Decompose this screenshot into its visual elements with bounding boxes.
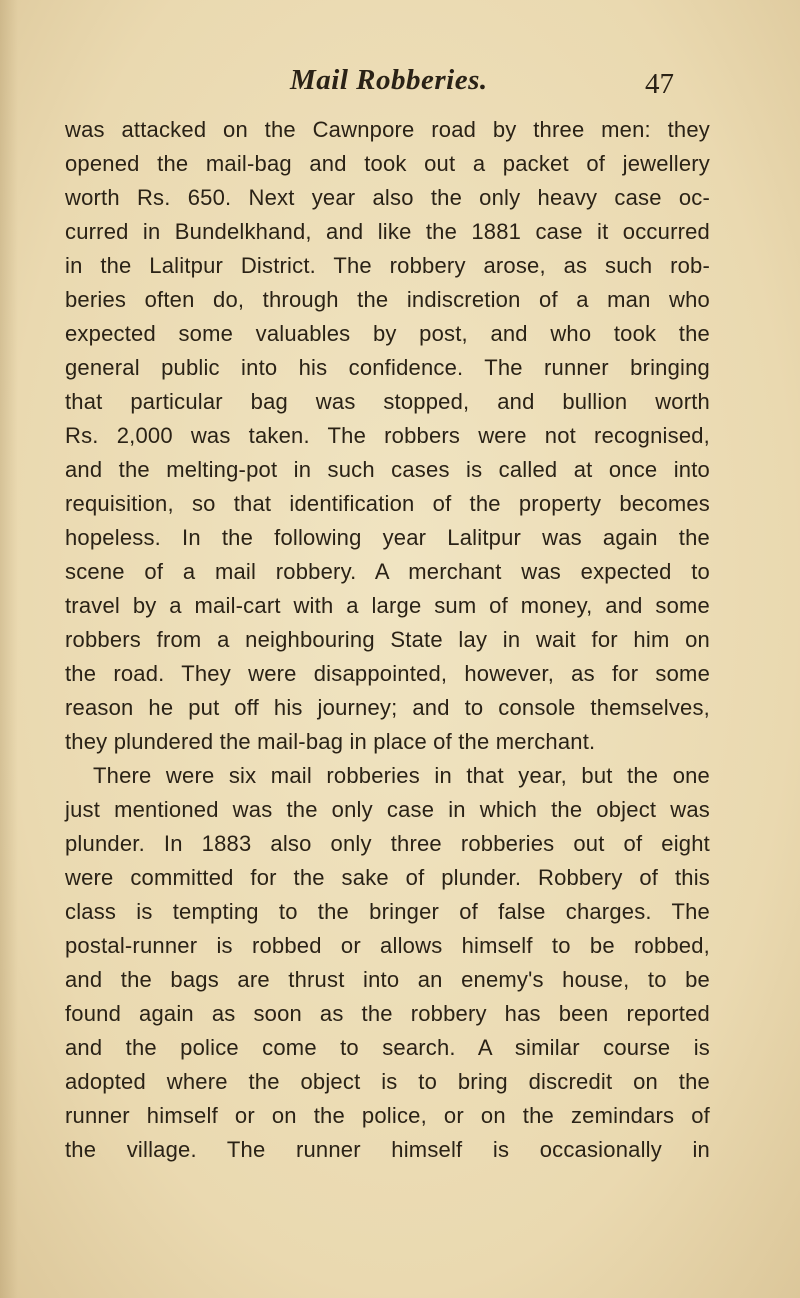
text-line: they plundered the mail-bag in place of the merchant. [65,729,596,754]
text-line: class is tempting to the bringer of false charges. The [65,899,710,924]
text-line: requisition, so that identification of the property becomes [65,491,710,516]
text-line: was attacked on the Cawnpore road by three men: they [65,117,710,142]
text-line: and the bags are thrust into an enemy's house, to be [65,967,710,992]
text-line: in the Lalitpur District. The robbery arose, as such rob- [65,253,710,278]
text-line: travel by a mail-cart with a large sum of money, and some [65,593,710,618]
text-line: that particular bag was stopped, and bullion worth [65,389,710,414]
text-line: adopted where the object is to bring discredit on the [65,1069,710,1094]
page-number: 47 [645,68,674,100]
text-line: Rs. 2,000 was taken. The robbers were not recognised, [65,423,710,448]
text-line: and the police come to search. A similar course is [65,1035,710,1060]
text-line: robbers from a neighbouring State lay in wait for him on [65,627,710,652]
text-line: just mentioned was the only case in which the object was [65,797,710,822]
text-line: the road. They were disappointed, however, as for some [65,661,710,686]
text-line: the village. The runner himself is occasionally in [65,1137,710,1162]
text-line: reason he put off his journey; and to console themselves, [65,695,710,720]
text-line: found again as soon as the robbery has been reported [65,1001,710,1026]
text-line: expected some valuables by post, and who took the [65,321,710,346]
text-line: beries often do, through the indiscretion of a man who [65,287,710,312]
text-line: There were six mail robberies in that year, but the one [93,763,710,788]
text-line: general public into his confidence. The runner bringing [65,355,710,380]
text-line: hopeless. In the following year Lalitpur was again the [65,525,710,550]
text-line: opened the mail-bag and took out a packet of jewellery [65,151,710,176]
text-line: plunder. In 1883 also only three robberies out of eight [65,831,710,856]
text-line: and the melting-pot in such cases is called at once into [65,457,710,482]
text-line: scene of a mail robbery. A merchant was expected to [65,559,710,584]
text-line: runner himself or on the police, or on the zemindars of [65,1103,710,1128]
text-line: were committed for the sake of plunder. Robbery of this [65,865,710,890]
page-edge-shadow [0,0,18,1298]
text-line: postal-runner is robbed or allows himself to be robbed, [65,933,710,958]
page-header [0,62,800,102]
text-line: curred in Bundelkhand, and like the 1881 case it occurred [65,219,710,244]
running-title: Mail Robberies. [290,64,488,96]
text-line: worth Rs. 650. Next year also the only heavy case oc- [65,185,710,210]
